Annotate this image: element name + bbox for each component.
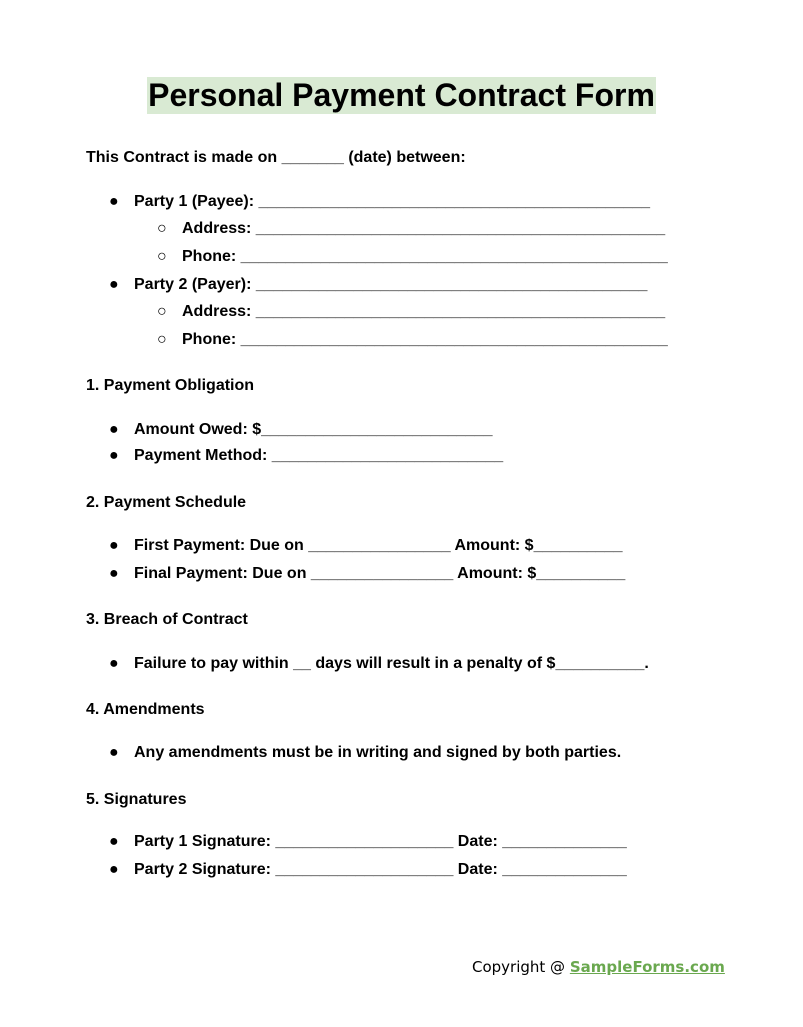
party2-field: Party 2 (Payer): ____________________________________________ xyxy=(134,276,648,293)
party2-phone-field: Phone: ________________________________________________ xyxy=(182,331,668,348)
final-payment-field: Final Payment: Due on ________________ Amount: $__________ xyxy=(134,565,626,582)
bullet-icon: ● xyxy=(109,276,119,293)
bullet-icon: ● xyxy=(109,655,119,672)
sub-bullet-icon: ○ xyxy=(157,331,167,348)
bullet-icon: ● xyxy=(109,861,119,878)
copyright-prefix: Copyright @ xyxy=(472,958,570,976)
party1-signature-field: Party 1 Signature: ____________________ Date: ______________ xyxy=(134,833,627,850)
sampleforms-link[interactable]: SampleForms.com xyxy=(569,958,725,976)
section-heading: 5. Signatures xyxy=(86,791,187,808)
sub-bullet-icon: ○ xyxy=(157,220,167,237)
amount-owed-field: Amount Owed: $__________________________ xyxy=(134,421,493,438)
section-heading: 4. Amendments xyxy=(86,701,205,718)
breach-text: Failure to pay within __ days will result in a penalty of $__________. xyxy=(134,655,649,672)
party1-phone-field: Phone: ________________________________________________ xyxy=(182,248,668,265)
amendments-text: Any amendments must be in writing and signed by both parties. xyxy=(134,744,622,761)
bullet-icon: ● xyxy=(109,447,119,464)
title-wrap xyxy=(0,77,803,114)
bullet-icon: ● xyxy=(109,537,119,554)
bullet-icon: ● xyxy=(109,421,119,438)
section-heading: 1. Payment Obligation xyxy=(86,377,255,394)
first-payment-field: First Payment: Due on ________________ Amount: $__________ xyxy=(134,537,623,554)
bullet-icon: ● xyxy=(109,193,119,210)
section-heading: 2. Payment Schedule xyxy=(86,494,247,511)
payment-method-field: Payment Method: __________________________ xyxy=(134,447,504,464)
sub-bullet-icon: ○ xyxy=(157,303,167,320)
bullet-icon: ● xyxy=(109,565,119,582)
party2-signature-field: Party 2 Signature: ____________________ Date: ______________ xyxy=(134,861,627,878)
intro-text: This Contract is made on _______ (date) between: xyxy=(86,149,466,166)
copyright-footer xyxy=(472,958,725,976)
sub-bullet-icon: ○ xyxy=(157,248,167,265)
page-title: Personal Payment Contract Form xyxy=(148,77,655,113)
party2-address-field: Address: ______________________________________________ xyxy=(182,303,666,320)
bullet-icon: ● xyxy=(109,833,119,850)
party1-address-field: Address: ______________________________________________ xyxy=(182,220,666,237)
bullet-icon: ● xyxy=(109,744,119,761)
section-heading: 3. Breach of Contract xyxy=(86,611,248,628)
party1-field: Party 1 (Payee): ____________________________________________ xyxy=(134,193,651,210)
